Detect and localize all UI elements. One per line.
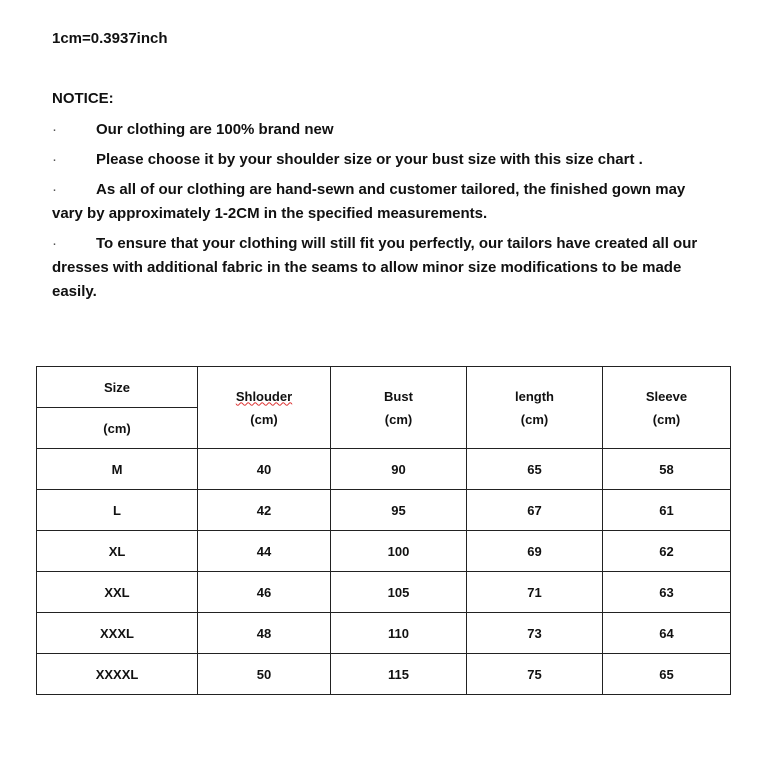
header-shoulder-label: Shlouder [235, 388, 293, 404]
cell-length: 65 [467, 449, 603, 490]
cell-shoulder: 44 [198, 531, 331, 572]
notice-item [52, 118, 718, 142]
notice-text: As all of our clothing are hand-sewn and customer tailored, the finished gown may vary by approximately 1-2CM in the specified measurements. [52, 181, 686, 222]
cell-shoulder: 46 [198, 572, 331, 613]
cell-bust: 110 [331, 613, 467, 654]
table-row [37, 572, 731, 613]
header-bust-label: Bust [384, 388, 413, 404]
table-row [37, 531, 731, 572]
cell-length: 75 [467, 654, 603, 695]
header-sleeve [603, 367, 731, 449]
cell-length: 69 [467, 531, 603, 572]
cell-size: XL [37, 531, 198, 572]
notice-text: Please choose it by your shoulder size or your bust size with this size chart . [96, 151, 643, 168]
header-sleeve-unit: (cm) [652, 411, 681, 427]
notice-item [52, 232, 718, 304]
notice-item [52, 148, 718, 172]
table-row [37, 490, 731, 531]
table-row [37, 613, 731, 654]
header-shoulder [198, 367, 331, 449]
cell-size: XXXXL [37, 654, 198, 695]
cell-sleeve: 61 [603, 490, 731, 531]
notice-list [52, 118, 718, 310]
bullet-icon: · [52, 151, 57, 168]
notice-text: Our clothing are 100% brand new [96, 121, 334, 138]
header-size: Size [37, 367, 198, 408]
cell-shoulder: 40 [198, 449, 331, 490]
cell-length: 71 [467, 572, 603, 613]
header-sleeve-label: Sleeve [645, 388, 688, 404]
cell-size: XXXL [37, 613, 198, 654]
table-row [37, 654, 731, 695]
header-length [467, 367, 603, 449]
bullet-icon: · [52, 235, 57, 252]
cell-size: M [37, 449, 198, 490]
cell-sleeve: 62 [603, 531, 731, 572]
header-bust [331, 367, 467, 449]
header-row [37, 367, 731, 408]
header-shoulder-unit: (cm) [250, 411, 278, 427]
cell-sleeve: 64 [603, 613, 731, 654]
cell-bust: 100 [331, 531, 467, 572]
bullet-icon: · [52, 121, 57, 138]
unit-conversion: 1cm=0.3937inch [52, 30, 168, 47]
cell-length: 67 [467, 490, 603, 531]
cell-bust: 115 [331, 654, 467, 695]
header-length-unit: (cm) [520, 411, 549, 427]
notice-text: To ensure that your clothing will still fit you perfectly, our tailors have created all our dresses with additional fabric in the seams to allow minor size modifications to be made easily. [52, 235, 698, 300]
header-bust-unit: (cm) [384, 411, 413, 427]
notice-title: NOTICE: [52, 90, 114, 107]
cell-size: L [37, 490, 198, 531]
cell-bust: 95 [331, 490, 467, 531]
size-chart-table [36, 366, 731, 695]
notice-item [52, 178, 718, 226]
cell-shoulder: 42 [198, 490, 331, 531]
bullet-icon: · [52, 181, 57, 198]
cell-size: XXL [37, 572, 198, 613]
cell-sleeve: 58 [603, 449, 731, 490]
cell-shoulder: 50 [198, 654, 331, 695]
cell-bust: 105 [331, 572, 467, 613]
cell-sleeve: 65 [603, 654, 731, 695]
cell-sleeve: 63 [603, 572, 731, 613]
header-length-label: length [515, 388, 554, 404]
cell-bust: 90 [331, 449, 467, 490]
table-row [37, 449, 731, 490]
cell-shoulder: 48 [198, 613, 331, 654]
cell-length: 73 [467, 613, 603, 654]
header-size-unit: (cm) [37, 408, 198, 449]
